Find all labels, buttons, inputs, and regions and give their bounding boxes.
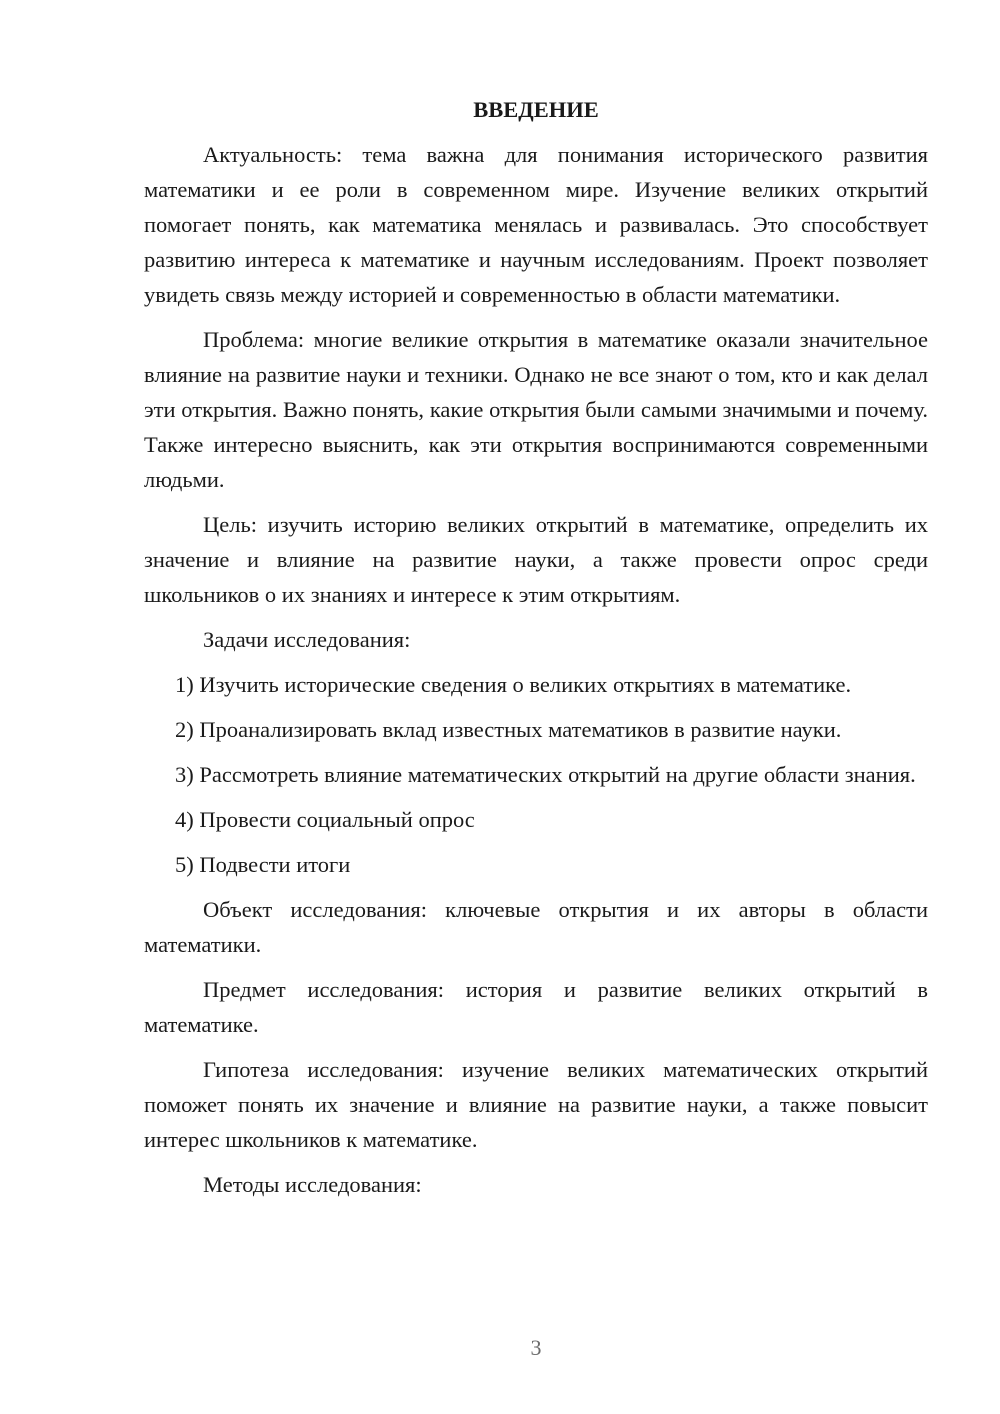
paragraph-hypothesis: Гипотеза исследования: изучение великих математических открытий поможет понять их значение и влияние на развитие науки, а также повысит интерес школьников к математике.	[144, 1057, 928, 1152]
task-item-5: 5) Подвести итоги	[175, 852, 351, 877]
paragraph-relevance: Актуальность: тема важна для понимания исторического развития математики и ее роли в современном мире. Изучение великих открытий помогает понять, как математика менялась и развивалась. Это способствует развитию интереса к математике и научным исследованиям. Проект позволяет увидеть связь между историей и современностью в области математики.	[144, 142, 928, 307]
page-number: 3	[530, 1335, 542, 1360]
paragraph-subject: Предмет исследования: история и развитие великих открытий в математике.	[144, 977, 928, 1037]
page-content	[144, 92, 928, 1212]
task-item-3: 3) Рассмотреть влияние математических открытий на другие области знания.	[175, 762, 916, 787]
section-title: ВВЕДЕНИЕ	[473, 97, 599, 122]
paragraph-object: Объект исследования: ключевые открытия и их авторы в области математики.	[144, 897, 928, 957]
paragraph-goal: Цель: изучить историю великих открытий в математике, определить их значение и влияние на развитие науки, а также провести опрос среди школьников о их знаниях и интересе к этим открытиям.	[144, 512, 928, 607]
task-item-4: 4) Провести социальный опрос	[175, 807, 475, 832]
tasks-heading: Задачи исследования:	[203, 627, 411, 652]
task-item-1: 1) Изучить исторические сведения о великих открытиях в математике.	[175, 672, 852, 697]
paragraph-problem: Проблема: многие великие открытия в математике оказали значительное влияние на развитие науки и техники. Однако не все знают о том, кто и как делал эти открытия. Важно понять, какие открытия были самыми значимыми и почему. Также интересно выяснить, как эти открытия воспринимаются современными людьми.	[144, 327, 928, 492]
task-item-2: 2) Проанализировать вклад известных математиков в развитие науки.	[175, 717, 842, 742]
tasks-list	[144, 667, 928, 882]
methods-heading: Методы исследования:	[203, 1172, 422, 1197]
